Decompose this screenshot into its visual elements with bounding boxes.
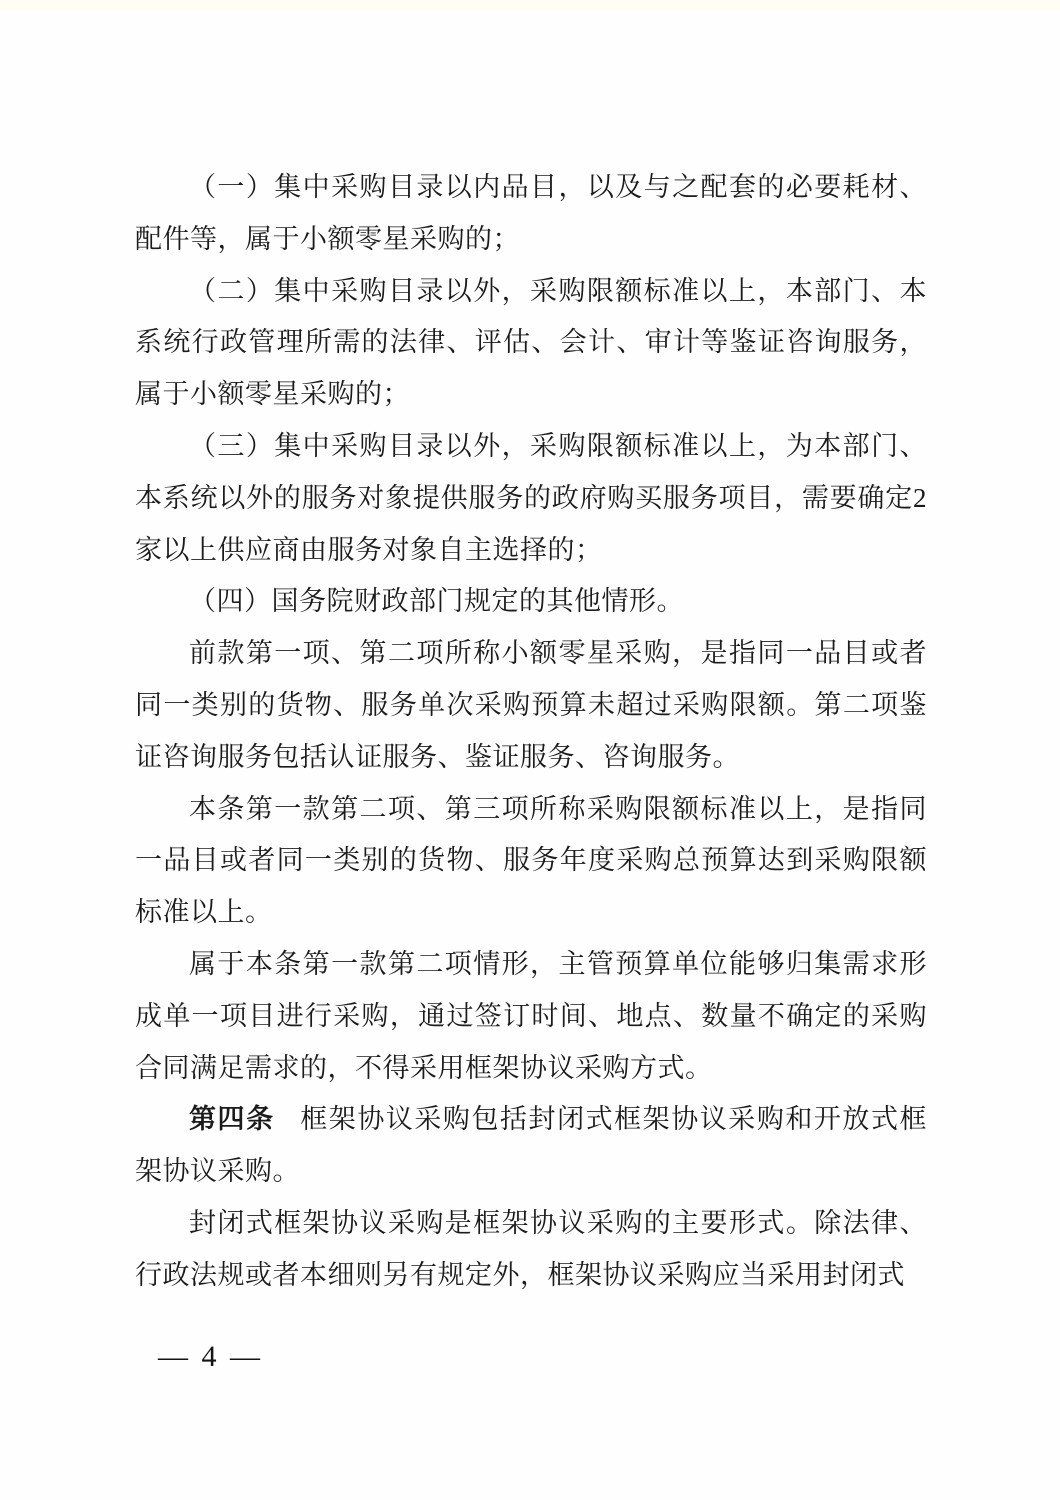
clause-item-three: （三）集中采购目录以外，采购限额标准以上，为本部门、本系统以外的服务对象提供服务的政府购买服务项目，需要确定2家以上供应商由服务对象自主选择的； bbox=[135, 430, 927, 565]
clause-item-two: （二）集中采购目录以外，采购限额标准以上，本部门、本系统行政管理所需的法律、评估、会计、审计等鉴证咨询服务，属于小额零星采购的； bbox=[135, 275, 927, 410]
document-body bbox=[135, 162, 927, 1302]
para-article-four bbox=[135, 1094, 927, 1198]
clause-item-four: （四）国务院财政部门规定的其他情形。 bbox=[189, 586, 684, 617]
para-closed-framework: 封闭式框架协议采购是框架协议采购的主要形式。除法律、行政法规或者本细则另有规定外，框架协议采购应当采用封闭式 bbox=[135, 1207, 927, 1290]
article-four-number: 第四条 bbox=[189, 1104, 275, 1135]
para-threshold-definition: 本条第一款第二项、第三项所称采购限额标准以上，是指同一品目或者同一类别的货物、服务年度采购总预算达到采购限额标准以上。 bbox=[135, 793, 927, 928]
para-small-amount-definition: 前款第一项、第二项所称小额零星采购，是指同一品目或者同一类别的货物、服务单次采购预算未超过采购限额。第二项鉴证咨询服务包括认证服务、鉴证服务、咨询服务。 bbox=[135, 638, 927, 772]
scan-edge-artifact bbox=[0, 0, 1060, 10]
article-four-text: 框架协议采购包括封闭式框架协议采购和开放式框架协议采购。 bbox=[135, 1104, 928, 1187]
clause-item-one: （一）集中采购目录以内品目，以及与之配套的必要耗材、配件等，属于小额零星采购的； bbox=[135, 172, 927, 254]
page-number: — 4 — bbox=[158, 1340, 263, 1373]
para-framework-restriction: 属于本条第一款第二项情形，主管预算单位能够归集需求形成单一项目进行采购，通过签订时间、地点、数量不确定的采购合同满足需求的，不得采用框架协议采购方式。 bbox=[135, 948, 927, 1083]
